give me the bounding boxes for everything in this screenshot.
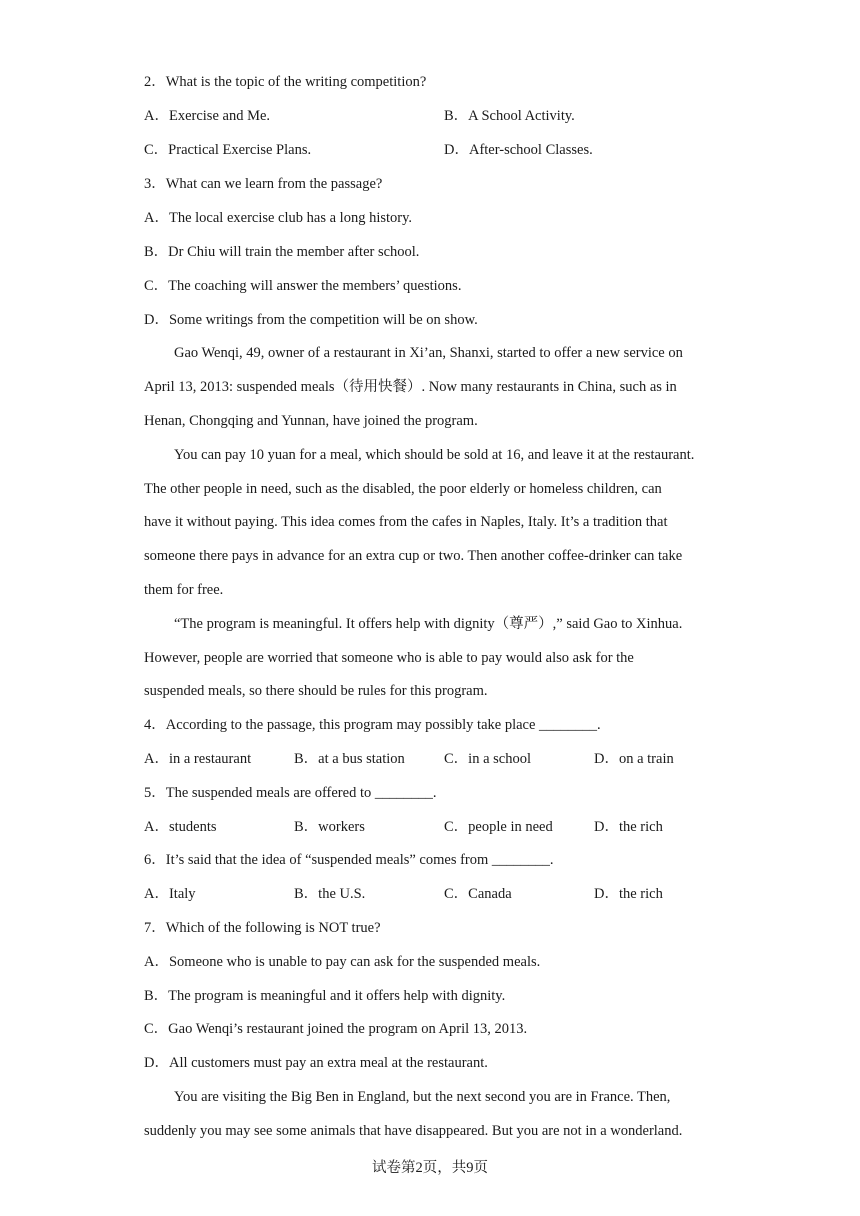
passage-2-paragraph-2-line-2: The other people in need, such as the disabled, the poor elderly or homeless children, can: [144, 481, 662, 497]
question-2-options-row-1: [144, 106, 724, 126]
question-5-option-d: D．the rich: [594, 819, 663, 835]
passage-2-paragraph-3-line-2: However, people are worried that someone who is able to pay would also ask for the: [144, 650, 634, 666]
question-3-option-b: B．Dr Chiu will train the member after school.: [144, 244, 420, 260]
question-4-stem: 4．According to the passage, this program may possibly take place ________.: [144, 717, 601, 733]
question-5-option-a: A．students: [144, 819, 217, 835]
question-7-option-c: C．Gao Wenqi’s restaurant joined the program on April 13, 2013.: [144, 1021, 528, 1037]
question-7-stem: 7．Which of the following is NOT true?: [144, 920, 381, 936]
question-5-option-b: B．workers: [294, 819, 365, 835]
question-6-option-a: A．Italy: [144, 886, 196, 902]
passage-2-paragraph-1-line-2: April 13, 2013: suspended meals（待用快餐）. Now many restaurants in China, such as in: [144, 379, 677, 395]
question-3-option-a: A．The local exercise club has a long history.: [144, 210, 413, 226]
question-2-option-d: D．After-school Classes.: [444, 142, 593, 158]
question-2-option-b: B．A School Activity.: [444, 108, 575, 124]
passage-3-line-2: suddenly you may see some animals that have disappeared. But you are not in a wonderland.: [144, 1123, 683, 1139]
question-6-option-c: C．Canada: [444, 886, 512, 902]
passage-2-paragraph-2-line-3: have it without paying. This idea comes from the cafes in Naples, Italy. It’s a tradition that: [144, 514, 668, 530]
question-5-stem: 5．The suspended meals are offered to ________.: [144, 785, 437, 801]
question-4-option-b: B．at a bus station: [294, 751, 405, 767]
question-6-stem: 6．It’s said that the idea of “suspended meals” comes from ________.: [144, 852, 554, 868]
question-4-options-row: [144, 749, 724, 769]
question-4-option-a: A．in a restaurant: [144, 751, 252, 767]
question-6-option-b: B．the U.S.: [294, 886, 366, 902]
question-7-option-a: A．Someone who is unable to pay can ask for the suspended meals.: [144, 954, 541, 970]
question-4-option-d: D．on a train: [594, 751, 674, 767]
page-footer: 试卷第2页，共9页: [372, 1160, 488, 1176]
passage-2-paragraph-2-line-1: You can pay 10 yuan for a meal, which should be sold at 16, and leave it at the restaurant.: [174, 447, 695, 463]
passage-2-paragraph-2-line-4: someone there pays in advance for an extra cup or two. Then another coffee-drinker can take: [144, 548, 683, 564]
question-3-option-c: C．The coaching will answer the members’ questions.: [144, 278, 462, 294]
passage-2-paragraph-1-line-1: Gao Wenqi, 49, owner of a restaurant in Xi’an, Shanxi, started to offer a new service on: [174, 345, 683, 361]
question-4-option-c: C．in a school: [444, 751, 531, 767]
question-3-option-d: D．Some writings from the competition will be on show.: [144, 312, 478, 328]
question-7-option-d: D．All customers must pay an extra meal at the restaurant.: [144, 1055, 488, 1071]
question-5-options-row: [144, 817, 724, 837]
question-3-stem: 3．What can we learn from the passage?: [144, 176, 383, 192]
question-5-option-c: C．people in need: [444, 819, 553, 835]
passage-2-paragraph-2-line-5: them for free.: [144, 582, 224, 598]
question-6-options-row: [144, 884, 724, 904]
question-7-option-b: B．The program is meaningful and it offers help with dignity.: [144, 988, 506, 1004]
passage-2-paragraph-3-line-3: suspended meals, so there should be rules for this program.: [144, 683, 488, 699]
question-2-option-a: A．Exercise and Me.: [144, 108, 271, 124]
passage-2-paragraph-3-line-1: “The program is meaningful. It offers help with dignity（尊严）,” said Gao to Xinhua.: [174, 616, 683, 632]
passage-2-paragraph-1-line-3: Henan, Chongqing and Yunnan, have joined the program.: [144, 413, 478, 429]
question-2-stem: 2．What is the topic of the writing competition?: [144, 74, 427, 90]
question-2-options-row-2: [144, 140, 724, 160]
passage-3-line-1: You are visiting the Big Ben in England, but the next second you are in France. Then,: [174, 1089, 671, 1105]
question-2-option-c: C．Practical Exercise Plans.: [144, 142, 312, 158]
question-6-option-d: D．the rich: [594, 886, 663, 902]
